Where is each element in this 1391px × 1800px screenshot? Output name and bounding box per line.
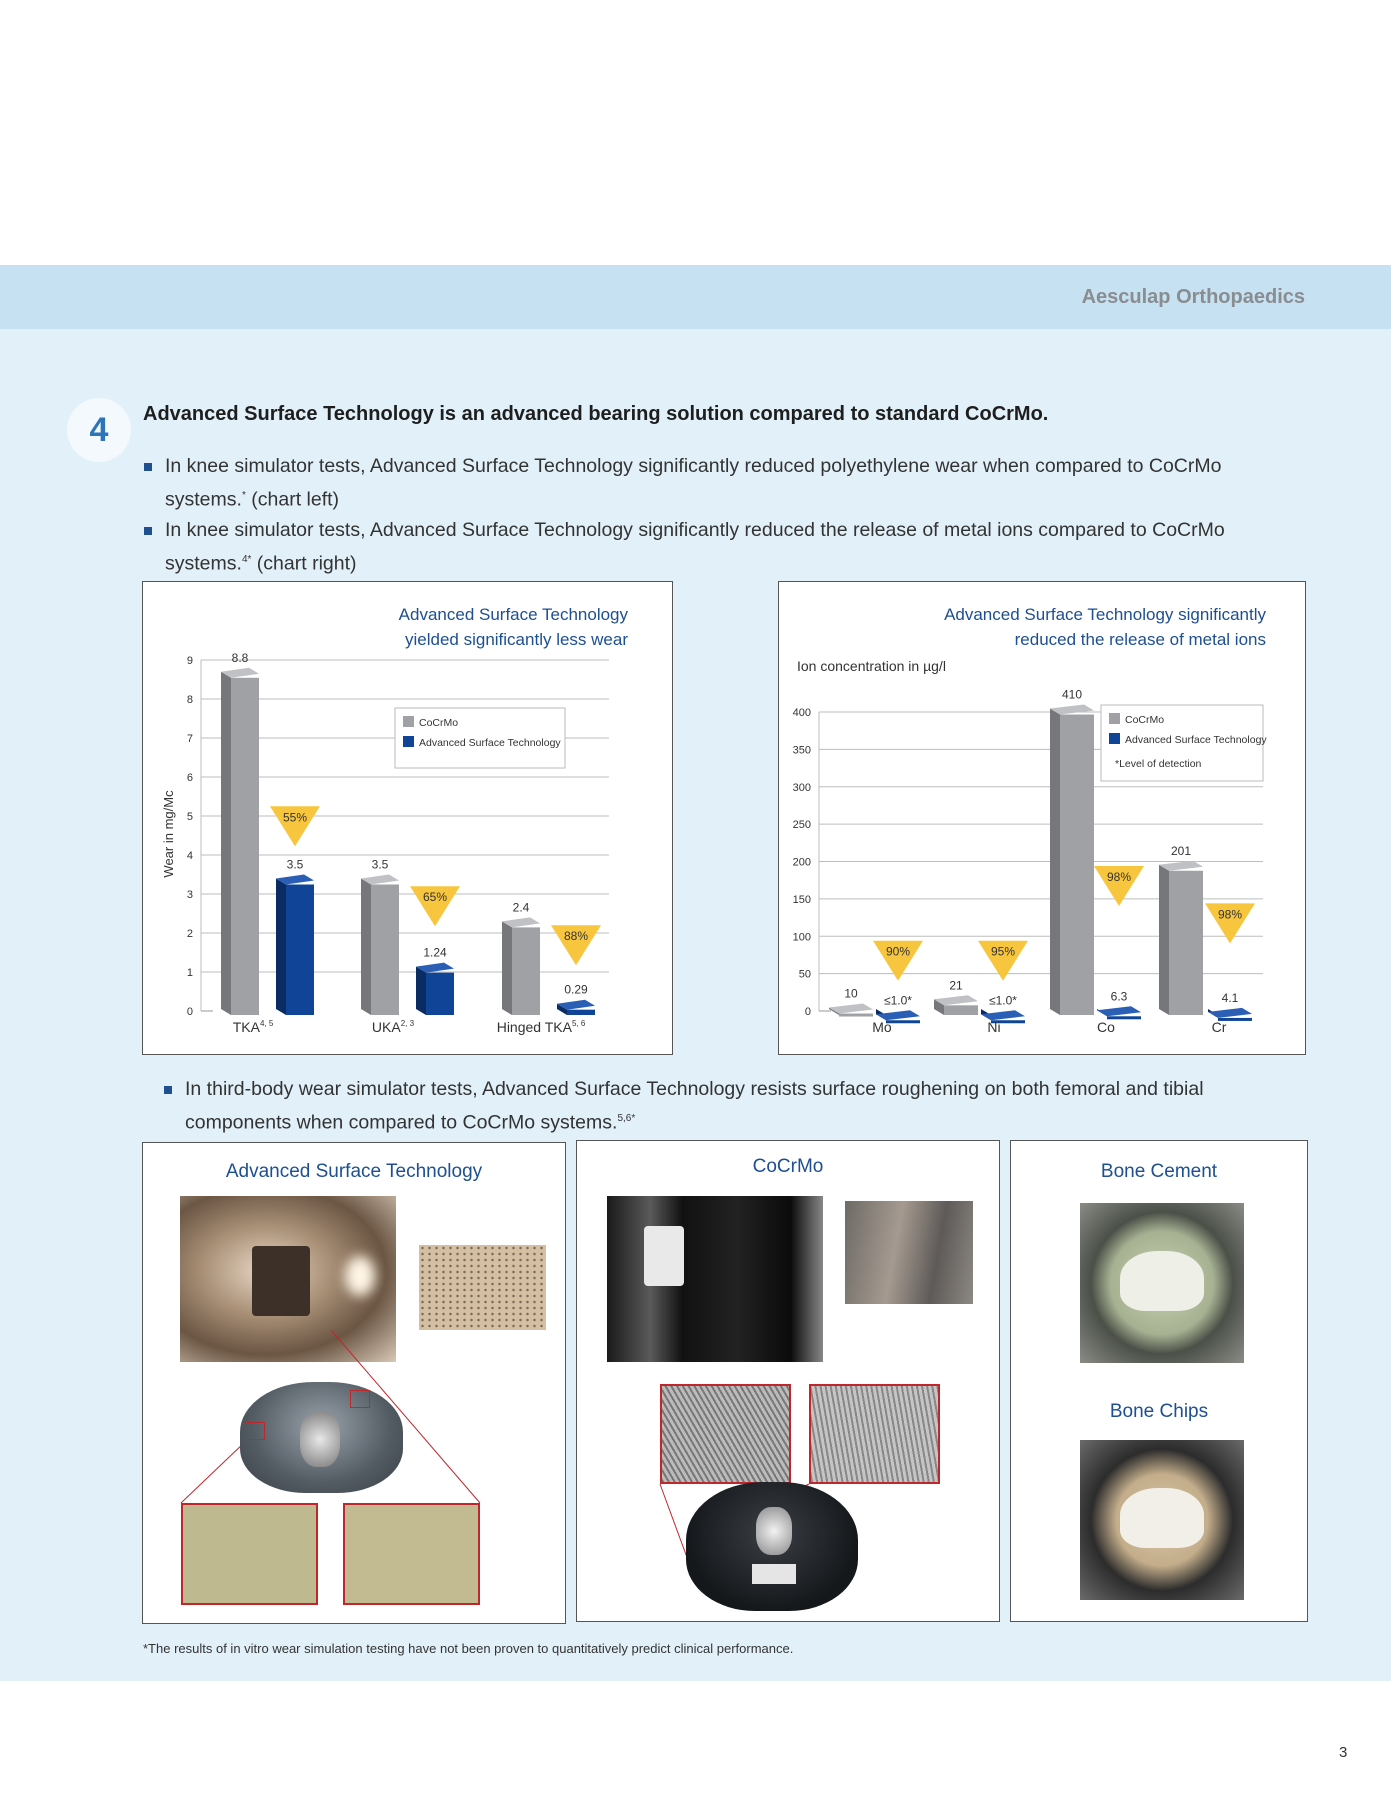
- legend-swatch: [1109, 713, 1120, 724]
- data-label: 2.4: [512, 900, 530, 915]
- data-label: 3.5: [371, 857, 389, 872]
- chart-title: Advanced Surface Technology: [398, 605, 628, 624]
- reduction-label: 90%: [885, 944, 911, 959]
- bar-ast: [567, 1010, 595, 1015]
- bullet-text: systems.: [165, 552, 242, 575]
- bar-cocrmo-side: [221, 672, 231, 1015]
- tibial-micrograph-left: [181, 1503, 318, 1605]
- bar-cocrmo: [512, 927, 540, 1015]
- bullet-ions: [165, 516, 1225, 579]
- page-number: 3: [1339, 1744, 1348, 1761]
- reduction-label: 65%: [422, 890, 448, 905]
- bar-cocrmo: [1169, 871, 1203, 1015]
- legend-label: Advanced Surface Technology: [1125, 734, 1267, 746]
- legend-label: Advanced Surface Technology: [419, 737, 561, 749]
- reduction-label: 95%: [990, 944, 1016, 959]
- bone-chips-photo: [1080, 1440, 1244, 1600]
- third-body-panel: [1010, 1140, 1308, 1622]
- y-tick-label: 200: [792, 856, 811, 869]
- y-tick-label: 5: [186, 811, 193, 823]
- wear-chart-svg: [143, 582, 674, 1056]
- footnote-ref: 5,6*: [617, 1113, 636, 1124]
- section-number: 4: [67, 398, 131, 462]
- y-tick-label: 100: [792, 931, 811, 944]
- data-label: 201: [1170, 843, 1192, 858]
- reduction-label: 88%: [563, 929, 589, 944]
- tibial-micrograph-right: [809, 1384, 940, 1484]
- bullet-text: (chart right): [251, 552, 357, 575]
- ast-image-panel: [142, 1142, 566, 1624]
- y-tick-label: 0: [804, 1006, 811, 1018]
- y-tick-label: 8: [186, 694, 193, 706]
- legend-swatch: [403, 736, 414, 747]
- data-label: 0.29: [564, 982, 588, 997]
- reduction-label: 55%: [282, 810, 308, 825]
- y-tick-label: 400: [792, 707, 811, 719]
- bullet-text: components when compared to CoCrMo systems.: [185, 1111, 618, 1134]
- bar-ast-top: [1208, 1008, 1252, 1018]
- data-label: 6.3: [1110, 989, 1128, 1004]
- category-label: Co: [1097, 1019, 1115, 1035]
- y-tick-label: 150: [792, 893, 811, 906]
- tibial-micrograph-right: [343, 1503, 480, 1605]
- y-tick-label: 4: [186, 850, 193, 862]
- y-tick-label: 50: [798, 968, 811, 981]
- bullet-text: (chart left): [245, 488, 340, 511]
- legend-label: CoCrMo: [419, 717, 459, 729]
- data-label: 4.1: [1221, 990, 1239, 1005]
- bar-cocrmo: [839, 1014, 873, 1017]
- y-tick-label: 0: [186, 1006, 193, 1018]
- footnote-ref: *: [241, 490, 246, 501]
- y-tick-label: 300: [792, 781, 811, 794]
- category-label: UKA$^{2, 3}$: [371, 1019, 415, 1035]
- data-label: 410: [1061, 687, 1083, 702]
- bullet-third-body: [185, 1075, 1204, 1138]
- y-tick-label: 2: [186, 928, 193, 940]
- y-tick-label: 3: [186, 889, 193, 901]
- panel-title: CoCrMo: [752, 1156, 824, 1177]
- bullet-wear: [165, 452, 1221, 515]
- legend-label: CoCrMo: [1125, 714, 1165, 726]
- cocrmo-image-panel: [576, 1140, 1000, 1622]
- category-label: Hinged TKA$^{5, 6}$: [496, 1019, 586, 1035]
- category-label: Ni: [987, 1019, 1001, 1035]
- y-tick-label: 9: [186, 655, 193, 667]
- ion-chart-svg: [779, 582, 1307, 1056]
- bar-ast: [426, 973, 454, 1015]
- bullet-square-icon: [144, 527, 152, 535]
- bar-ast: [286, 885, 314, 1016]
- bar-cocrmo-side: [1050, 709, 1060, 1015]
- bar-ast-side: [416, 967, 426, 1015]
- bar-cocrmo: [231, 678, 259, 1015]
- data-label: 21: [949, 978, 963, 993]
- y-tick-label: 7: [186, 733, 193, 745]
- bone-cement-photo: [1080, 1203, 1244, 1363]
- y-tick-label: 350: [792, 744, 811, 757]
- legend-note: *Level of detection: [1115, 758, 1202, 770]
- data-label: ≤1.0*: [989, 993, 1017, 1008]
- footnote-ref: 4*: [241, 554, 252, 565]
- bar-cocrmo: [1060, 715, 1094, 1015]
- footnote: *The results of in vitro wear simulation testing have not been proven to quantitatively predict clinical performance.: [143, 1641, 794, 1656]
- category-label: Cr: [1211, 1019, 1227, 1035]
- reduction-label: 98%: [1106, 869, 1132, 884]
- chart-title: Advanced Surface Technology significantly: [944, 605, 1266, 624]
- legend-swatch: [1109, 733, 1120, 744]
- legend-swatch: [403, 716, 414, 727]
- panel-title: Advanced Surface Technology: [225, 1161, 483, 1182]
- data-label: 1.24: [423, 945, 447, 960]
- brand-name: Aesculap Orthopaedics: [1081, 286, 1305, 308]
- ion-chart: [778, 581, 1306, 1055]
- y-axis-label: Ion concentration in µg/l: [797, 658, 946, 674]
- data-label: 3.5: [286, 857, 304, 872]
- bullet-text: In third-body wear simulator tests, Advanced Surface Technology resists surface roughening on both femoral and tibial: [185, 1078, 1204, 1100]
- panel-title: Bone Chips: [1109, 1401, 1209, 1422]
- wear-chart: [142, 581, 673, 1055]
- bullet-text: In knee simulator tests, Advanced Surface Technology significantly reduced the release of metal ions compared to CoCrMo: [165, 519, 1225, 541]
- bullet-text: In knee simulator tests, Advanced Surface Technology significantly reduced polyethylene wear when compared to CoCrMo: [165, 455, 1222, 477]
- tibial-micrograph-left: [660, 1384, 791, 1484]
- y-tick-label: 1: [186, 967, 193, 979]
- reduction-label: 98%: [1217, 907, 1243, 922]
- section-heading: Advanced Surface Technology is an advanced bearing solution compared to standard CoCrMo.: [143, 403, 1049, 425]
- y-tick-label: 6: [186, 772, 193, 784]
- chart-title: reduced the release of metal ions: [1014, 630, 1266, 649]
- y-axis-label: Wear in mg/Mc: [161, 790, 176, 878]
- y-tick-label: 250: [792, 819, 811, 832]
- bar-ast-top: [1097, 1006, 1141, 1016]
- data-label: 10: [844, 986, 858, 1001]
- bar-cocrmo: [371, 885, 399, 1016]
- bullet-text: systems.: [165, 488, 242, 511]
- bullet-square-icon: [144, 463, 152, 471]
- panel-title: Bone Cement: [1100, 1161, 1218, 1182]
- bar-cocrmo-side: [361, 879, 371, 1016]
- category-label: Mo: [872, 1019, 892, 1035]
- bar-cocrmo-side: [1159, 865, 1169, 1015]
- category-label: TKA$^{4, 5}$: [232, 1019, 274, 1035]
- bullet-square-icon: [164, 1086, 172, 1094]
- chart-title: yielded significantly less wear: [405, 630, 628, 649]
- data-label: ≤1.0*: [884, 993, 912, 1008]
- bar-cocrmo: [944, 1005, 978, 1015]
- bar-cocrmo-side: [502, 921, 512, 1015]
- tibial-insert-photo: [686, 1482, 858, 1611]
- tibial-insert-photo: [240, 1382, 403, 1493]
- bar-ast-side: [276, 879, 286, 1016]
- data-label: 8.8: [231, 650, 249, 665]
